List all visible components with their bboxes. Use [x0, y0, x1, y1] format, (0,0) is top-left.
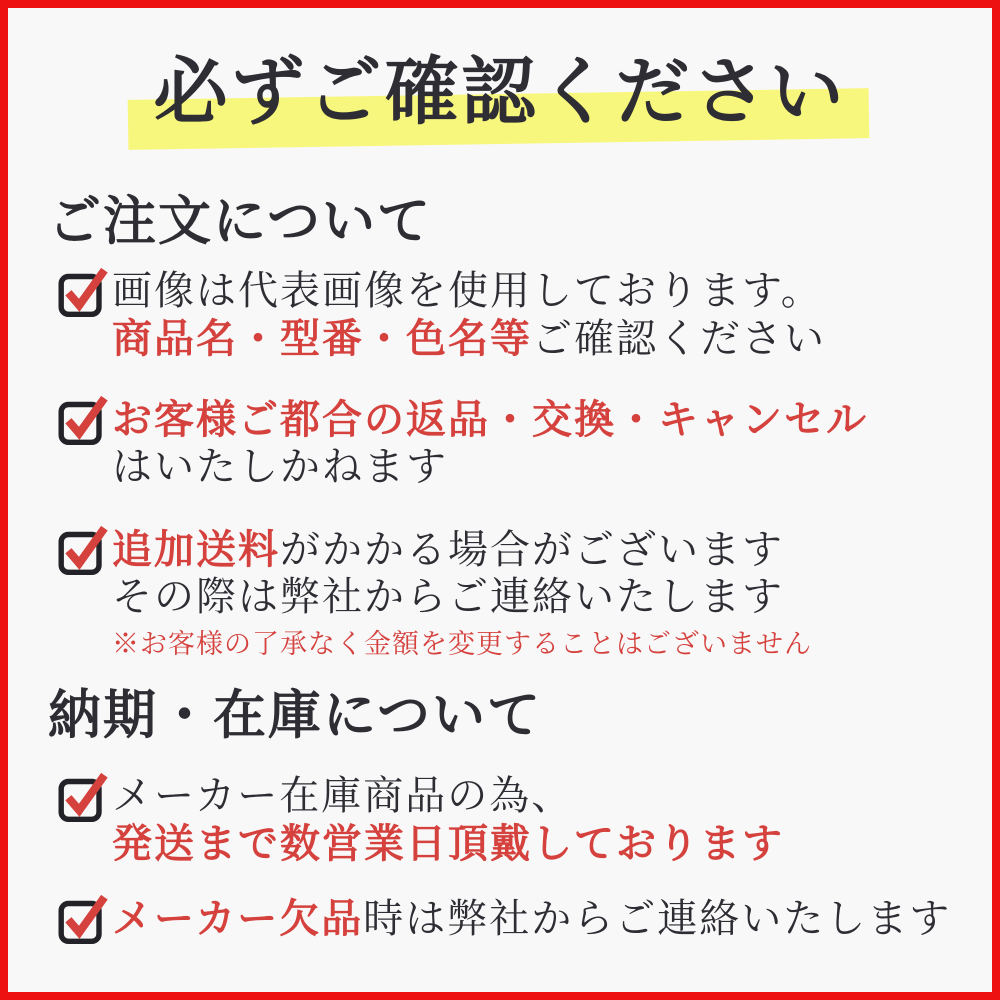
footnote-text: ※お客様の了承なく金額を変更することはございません	[112, 629, 812, 660]
section-heading-stock: 納期・在庫について	[48, 684, 542, 746]
body-text: ご確認ください	[532, 316, 826, 362]
item-text-line	[112, 895, 951, 943]
emphasis-text: 商品名・型番・色名等	[112, 315, 532, 362]
item-text	[112, 773, 784, 868]
emphasis-text: お客様ご都合の返品・交換・キャンセル	[112, 396, 868, 443]
body-text: メーカー在庫商品の為、	[112, 773, 574, 819]
body-text: がかかる場合がございます	[280, 527, 784, 573]
item-text-line	[112, 526, 812, 574]
item-text-line	[112, 820, 784, 868]
item-text-line	[112, 315, 826, 363]
item-text	[112, 268, 826, 363]
page-title: 必ずご確認ください	[153, 49, 847, 135]
checkbox-icon	[54, 388, 108, 448]
checkbox-icon	[54, 518, 108, 578]
item-text	[112, 526, 812, 661]
emphasis-text: メーカー欠品	[112, 895, 364, 942]
list-item	[54, 773, 784, 868]
body-text: 画像は代表画像を使用しております。	[112, 268, 823, 314]
list-item	[54, 895, 951, 947]
checkbox-icon	[54, 765, 108, 825]
item-text-line	[112, 444, 868, 491]
checkbox-icon	[54, 260, 108, 320]
body-text: 時は弊社からご連絡いたします	[363, 896, 952, 942]
emphasis-text: 発送まで数営業日頂戴しております	[112, 820, 784, 867]
emphasis-text: 追加送料	[112, 526, 280, 573]
list-item	[54, 396, 868, 491]
body-text: その際は弊社からご連絡いたします	[112, 574, 784, 620]
item-text-line	[112, 574, 812, 621]
section-heading-order: ご注文について	[48, 190, 432, 252]
item-text	[112, 396, 868, 491]
list-item	[54, 268, 826, 363]
item-text-line	[112, 773, 784, 820]
title-area	[8, 44, 992, 140]
checkbox-icon	[54, 887, 108, 947]
item-text-line	[112, 396, 868, 444]
item-text	[112, 895, 951, 943]
item-text-line	[112, 268, 826, 315]
list-item	[54, 526, 812, 661]
body-text: はいたしかねます	[112, 444, 448, 490]
title-wrap	[154, 44, 847, 140]
